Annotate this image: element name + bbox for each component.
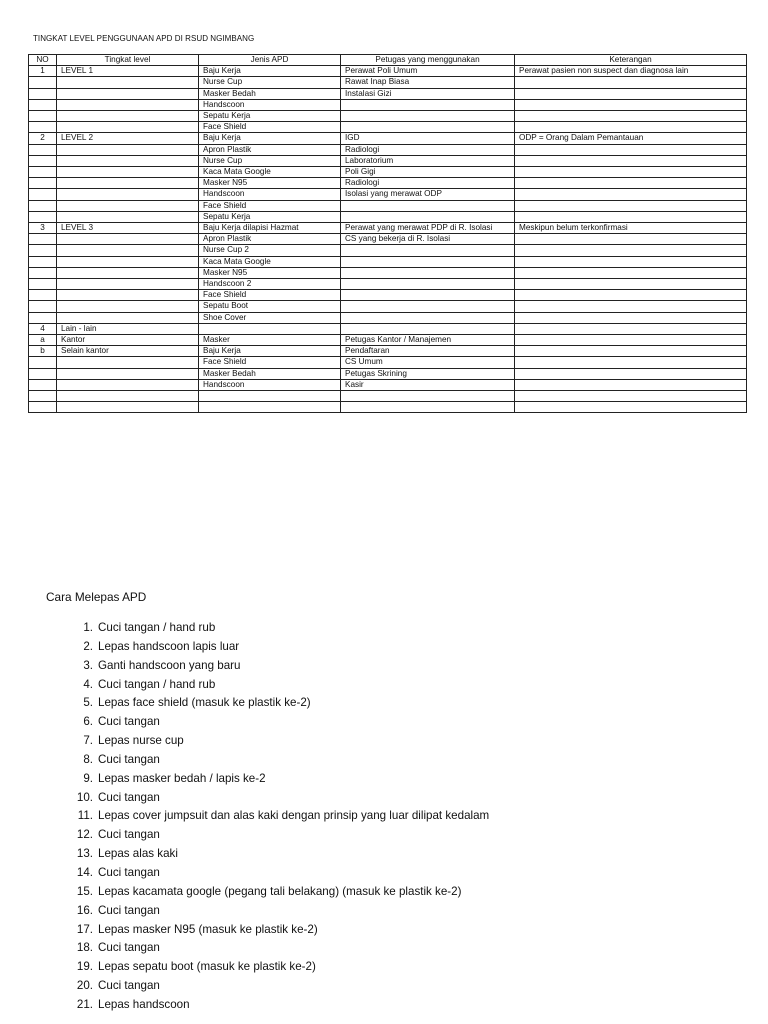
- cell-tingkat-level: [57, 357, 199, 368]
- cell-no: [29, 122, 57, 133]
- table-header-row: [29, 55, 747, 66]
- step-number: 4.: [83, 677, 93, 691]
- document-title: TINGKAT LEVEL PENGGUNAAN APD DI RSUD NGIMBANG: [33, 34, 255, 43]
- cell-jenis-apd: Face Shield: [199, 122, 341, 133]
- cell-petugas: Petugas Kantor / Manajemen: [341, 335, 515, 346]
- cell-jenis-apd: Handscoon: [199, 189, 341, 200]
- header-no: NO: [29, 55, 57, 66]
- cell-tingkat-level: [57, 88, 199, 99]
- cell-petugas: Poli Gigi: [341, 167, 515, 178]
- cell-keterangan: [515, 200, 747, 211]
- cell-no: [29, 256, 57, 267]
- cell-petugas: Perawat yang merawat PDP di R. Isolasi: [341, 223, 515, 234]
- cell-keterangan: [515, 245, 747, 256]
- step-text: Lepas face shield (masuk ke plastik ke-2): [98, 696, 311, 710]
- cell-no: [29, 200, 57, 211]
- cell-tingkat-level: [57, 245, 199, 256]
- step-number: 12.: [76, 828, 93, 842]
- table-row: [29, 301, 747, 312]
- cell-petugas: Radiologi: [341, 178, 515, 189]
- procedure-step: [66, 676, 489, 695]
- cell-tingkat-level: [57, 256, 199, 267]
- table-row: [29, 155, 747, 166]
- step-text: Cuci tangan: [98, 790, 160, 804]
- table-row: [29, 223, 747, 234]
- cell-petugas: Kasir: [341, 379, 515, 390]
- cell-no: [29, 402, 57, 413]
- cell-no: [29, 155, 57, 166]
- cell-no: 2: [29, 133, 57, 144]
- cell-jenis-apd: Sepatu Boot: [199, 301, 341, 312]
- cell-keterangan: [515, 178, 747, 189]
- cell-keterangan: [515, 312, 747, 323]
- cell-keterangan: [515, 77, 747, 88]
- cell-no: [29, 391, 57, 402]
- cell-tingkat-level: [57, 391, 199, 402]
- procedure-step: [66, 845, 489, 864]
- step-text: Lepas handscoon lapis luar: [98, 639, 240, 653]
- cell-tingkat-level: [57, 368, 199, 379]
- table-row: [29, 122, 747, 133]
- cell-no: [29, 312, 57, 323]
- table-row: [29, 99, 747, 110]
- cell-tingkat-level: [57, 155, 199, 166]
- cell-no: 1: [29, 66, 57, 77]
- cell-jenis-apd: Baju Kerja dilapisi Hazmat: [199, 223, 341, 234]
- procedure-step: [66, 713, 489, 732]
- procedure-step: [66, 694, 489, 713]
- cell-keterangan: [515, 234, 747, 245]
- cell-petugas: [341, 312, 515, 323]
- table-row: [29, 66, 747, 77]
- table-row: [29, 111, 747, 122]
- cell-no: [29, 77, 57, 88]
- step-number: 9.: [83, 771, 93, 785]
- cell-jenis-apd: Kaca Mata Google: [199, 256, 341, 267]
- step-number: 20.: [76, 979, 93, 993]
- cell-petugas: [341, 111, 515, 122]
- step-number: 14.: [76, 865, 93, 879]
- procedure-steps-list: [66, 619, 489, 1015]
- cell-no: [29, 99, 57, 110]
- cell-keterangan: [515, 189, 747, 200]
- cell-no: [29, 111, 57, 122]
- cell-petugas: [341, 245, 515, 256]
- step-text: Lepas alas kaki: [98, 847, 178, 861]
- table-body: [29, 66, 747, 413]
- cell-keterangan: [515, 99, 747, 110]
- step-text: Lepas masker N95 (masuk ke plastik ke-2): [98, 922, 318, 936]
- procedure-step: [66, 619, 489, 638]
- cell-no: b: [29, 346, 57, 357]
- header-tingkat-level: Tingkat level: [57, 55, 199, 66]
- cell-petugas: [341, 267, 515, 278]
- cell-no: [29, 368, 57, 379]
- cell-petugas: [341, 391, 515, 402]
- cell-petugas: [341, 122, 515, 133]
- cell-jenis-apd: Masker Bedah: [199, 368, 341, 379]
- cell-no: [29, 357, 57, 368]
- table-row: [29, 391, 747, 402]
- step-text: Lepas kacamata google (pegang tali belakang) (masuk ke plastik ke-2): [98, 884, 462, 898]
- cell-jenis-apd: Masker N95: [199, 267, 341, 278]
- cell-no: [29, 234, 57, 245]
- procedure-step: [66, 732, 489, 751]
- cell-keterangan: [515, 346, 747, 357]
- step-text: Cuci tangan / hand rub: [98, 677, 216, 691]
- cell-keterangan: [515, 290, 747, 301]
- cell-keterangan: [515, 279, 747, 290]
- procedure-step: [66, 977, 489, 996]
- cell-jenis-apd: Face Shield: [199, 357, 341, 368]
- cell-no: 4: [29, 323, 57, 334]
- table-row: [29, 346, 747, 357]
- cell-petugas: [341, 200, 515, 211]
- table-row: [29, 189, 747, 200]
- procedure-step: [66, 657, 489, 676]
- cell-keterangan: [515, 155, 747, 166]
- cell-keterangan: [515, 402, 747, 413]
- cell-jenis-apd: Masker: [199, 335, 341, 346]
- header-keterangan: Keterangan: [515, 55, 747, 66]
- table-row: [29, 323, 747, 334]
- cell-keterangan: [515, 357, 747, 368]
- cell-petugas: Radiologi: [341, 144, 515, 155]
- step-number: 17.: [76, 922, 93, 936]
- procedure-title: Cara Melepas APD: [46, 590, 147, 604]
- step-text: Cuci tangan: [98, 903, 160, 917]
- cell-jenis-apd: Sepatu Kerja: [199, 111, 341, 122]
- procedure-step: [66, 789, 489, 808]
- cell-tingkat-level: [57, 167, 199, 178]
- step-number: 21.: [76, 997, 93, 1011]
- cell-petugas: Instalasi Gizi: [341, 88, 515, 99]
- step-text: Cuci tangan: [98, 865, 160, 879]
- step-number: 11.: [77, 809, 93, 823]
- procedure-step: [66, 883, 489, 902]
- cell-no: a: [29, 335, 57, 346]
- cell-no: [29, 267, 57, 278]
- table-row: [29, 234, 747, 245]
- cell-tingkat-level: LEVEL 2: [57, 133, 199, 144]
- table-row: [29, 267, 747, 278]
- cell-keterangan: [515, 301, 747, 312]
- cell-petugas: CS Umum: [341, 357, 515, 368]
- cell-tingkat-level: [57, 122, 199, 133]
- step-number: 10.: [76, 790, 93, 804]
- table-row: [29, 312, 747, 323]
- cell-tingkat-level: LEVEL 1: [57, 66, 199, 77]
- procedure-step: [66, 807, 489, 826]
- cell-no: [29, 211, 57, 222]
- step-text: Cuci tangan: [98, 715, 160, 729]
- apd-level-table: [28, 54, 747, 413]
- cell-no: [29, 290, 57, 301]
- table-row: [29, 279, 747, 290]
- table-row: [29, 167, 747, 178]
- table-row: [29, 211, 747, 222]
- procedure-step: [66, 638, 489, 657]
- cell-keterangan: Meskipun belum terkonfirmasi: [515, 223, 747, 234]
- cell-petugas: CS yang bekerja di R. Isolasi: [341, 234, 515, 245]
- cell-tingkat-level: [57, 290, 199, 301]
- cell-no: [29, 379, 57, 390]
- cell-no: [29, 245, 57, 256]
- cell-petugas: [341, 256, 515, 267]
- cell-keterangan: [515, 144, 747, 155]
- cell-keterangan: ODP = Orang Dalam Pemantauan: [515, 133, 747, 144]
- cell-tingkat-level: Lain - lain: [57, 323, 199, 334]
- cell-keterangan: [515, 211, 747, 222]
- cell-keterangan: [515, 256, 747, 267]
- table-row: [29, 335, 747, 346]
- procedure-step: [66, 996, 489, 1015]
- cell-no: [29, 144, 57, 155]
- cell-tingkat-level: [57, 402, 199, 413]
- step-text: Lepas handscoon: [98, 997, 190, 1011]
- cell-jenis-apd: [199, 391, 341, 402]
- cell-jenis-apd: Baju Kerja: [199, 66, 341, 77]
- cell-tingkat-level: Selain kantor: [57, 346, 199, 357]
- cell-petugas: Laboratorium: [341, 155, 515, 166]
- procedure-step: [66, 958, 489, 977]
- cell-petugas: [341, 290, 515, 301]
- table-row: [29, 368, 747, 379]
- cell-jenis-apd: Nurse Cup: [199, 77, 341, 88]
- procedure-step: [66, 902, 489, 921]
- cell-petugas: Perawat Poli Umum: [341, 66, 515, 77]
- cell-tingkat-level: LEVEL 3: [57, 223, 199, 234]
- cell-keterangan: [515, 335, 747, 346]
- step-text: Cuci tangan: [98, 828, 160, 842]
- cell-jenis-apd: Face Shield: [199, 200, 341, 211]
- cell-petugas: [341, 301, 515, 312]
- cell-no: [29, 301, 57, 312]
- step-text: Lepas cover jumpsuit dan alas kaki dengan prinsip yang luar dilipat kedalam: [98, 809, 490, 823]
- step-number: 18.: [76, 941, 93, 955]
- cell-tingkat-level: [57, 200, 199, 211]
- cell-petugas: [341, 323, 515, 334]
- table-row: [29, 144, 747, 155]
- step-text: Lepas masker bedah / lapis ke-2: [98, 771, 266, 785]
- cell-keterangan: Perawat pasien non suspect dan diagnosa lain: [515, 66, 747, 77]
- table-row: [29, 77, 747, 88]
- table-row: [29, 256, 747, 267]
- cell-jenis-apd: [199, 402, 341, 413]
- cell-tingkat-level: Kantor: [57, 335, 199, 346]
- cell-keterangan: [515, 323, 747, 334]
- table-row: [29, 357, 747, 368]
- cell-jenis-apd: Kaca Mata Google: [199, 167, 341, 178]
- cell-jenis-apd: Baju Kerja: [199, 133, 341, 144]
- step-text: Cuci tangan: [98, 941, 160, 955]
- step-number: 1.: [83, 621, 93, 634]
- step-text: Lepas nurse cup: [98, 734, 184, 748]
- step-number: 7.: [83, 734, 93, 748]
- step-text: Cuci tangan: [98, 752, 160, 766]
- cell-petugas: [341, 211, 515, 222]
- procedure-step: [66, 751, 489, 770]
- step-number: 8.: [83, 752, 93, 766]
- cell-petugas: [341, 402, 515, 413]
- procedure-step: [66, 770, 489, 789]
- cell-tingkat-level: [57, 189, 199, 200]
- procedure-step: [66, 826, 489, 845]
- table-row: [29, 402, 747, 413]
- cell-jenis-apd: Apron Plastik: [199, 144, 341, 155]
- cell-tingkat-level: [57, 301, 199, 312]
- cell-tingkat-level: [57, 77, 199, 88]
- step-number: 16.: [76, 903, 93, 917]
- step-number: 15.: [76, 884, 93, 898]
- cell-petugas: Pendaftaran: [341, 346, 515, 357]
- table-row: [29, 88, 747, 99]
- step-text: Ganti handscoon yang baru: [98, 658, 241, 672]
- cell-no: [29, 167, 57, 178]
- cell-keterangan: [515, 368, 747, 379]
- cell-tingkat-level: [57, 211, 199, 222]
- cell-jenis-apd: Handscoon 2: [199, 279, 341, 290]
- cell-jenis-apd: Nurse Cup: [199, 155, 341, 166]
- procedure-step: [66, 864, 489, 883]
- cell-no: 3: [29, 223, 57, 234]
- procedure-step: [66, 921, 489, 940]
- procedure-step: [66, 939, 489, 958]
- cell-keterangan: [515, 111, 747, 122]
- cell-no: [29, 88, 57, 99]
- table-row: [29, 245, 747, 256]
- table-row: [29, 290, 747, 301]
- step-text: Cuci tangan / hand rub: [98, 621, 216, 634]
- cell-jenis-apd: Handscoon: [199, 379, 341, 390]
- cell-tingkat-level: [57, 379, 199, 390]
- cell-jenis-apd: Face Shield: [199, 290, 341, 301]
- cell-tingkat-level: [57, 178, 199, 189]
- cell-jenis-apd: Shoe Cover: [199, 312, 341, 323]
- cell-jenis-apd: Sepatu Kerja: [199, 211, 341, 222]
- table-row: [29, 178, 747, 189]
- cell-jenis-apd: [199, 323, 341, 334]
- cell-jenis-apd: Nurse Cup 2: [199, 245, 341, 256]
- cell-keterangan: [515, 122, 747, 133]
- cell-no: [29, 189, 57, 200]
- step-number: 5.: [83, 696, 93, 710]
- cell-jenis-apd: Handscoon: [199, 99, 341, 110]
- table-row: [29, 133, 747, 144]
- step-number: 13.: [76, 847, 93, 861]
- cell-petugas: [341, 99, 515, 110]
- cell-keterangan: [515, 267, 747, 278]
- cell-petugas: Petugas Skrining: [341, 368, 515, 379]
- cell-no: [29, 279, 57, 290]
- cell-petugas: IGD: [341, 133, 515, 144]
- cell-tingkat-level: [57, 279, 199, 290]
- cell-jenis-apd: Masker N95: [199, 178, 341, 189]
- cell-jenis-apd: Masker Bedah: [199, 88, 341, 99]
- table-row: [29, 379, 747, 390]
- cell-keterangan: [515, 167, 747, 178]
- cell-tingkat-level: [57, 267, 199, 278]
- header-jenis-apd: Jenis APD: [199, 55, 341, 66]
- cell-tingkat-level: [57, 111, 199, 122]
- cell-keterangan: [515, 88, 747, 99]
- cell-jenis-apd: Apron Plastik: [199, 234, 341, 245]
- cell-tingkat-level: [57, 144, 199, 155]
- cell-petugas: Isolasi yang merawat ODP: [341, 189, 515, 200]
- step-number: 19.: [76, 960, 93, 974]
- step-text: Cuci tangan: [98, 979, 160, 993]
- step-text: Lepas sepatu boot (masuk ke plastik ke-2): [98, 960, 316, 974]
- cell-jenis-apd: Baju Kerja: [199, 346, 341, 357]
- cell-no: [29, 178, 57, 189]
- cell-petugas: [341, 279, 515, 290]
- cell-petugas: Rawat Inap Biasa: [341, 77, 515, 88]
- header-petugas: Petugas yang menggunakan: [341, 55, 515, 66]
- step-number: 3.: [83, 658, 93, 672]
- cell-keterangan: [515, 379, 747, 390]
- cell-tingkat-level: [57, 234, 199, 245]
- step-number: 6.: [83, 715, 93, 729]
- step-number: 2.: [83, 639, 93, 653]
- cell-tingkat-level: [57, 312, 199, 323]
- table-row: [29, 200, 747, 211]
- cell-tingkat-level: [57, 99, 199, 110]
- cell-keterangan: [515, 391, 747, 402]
